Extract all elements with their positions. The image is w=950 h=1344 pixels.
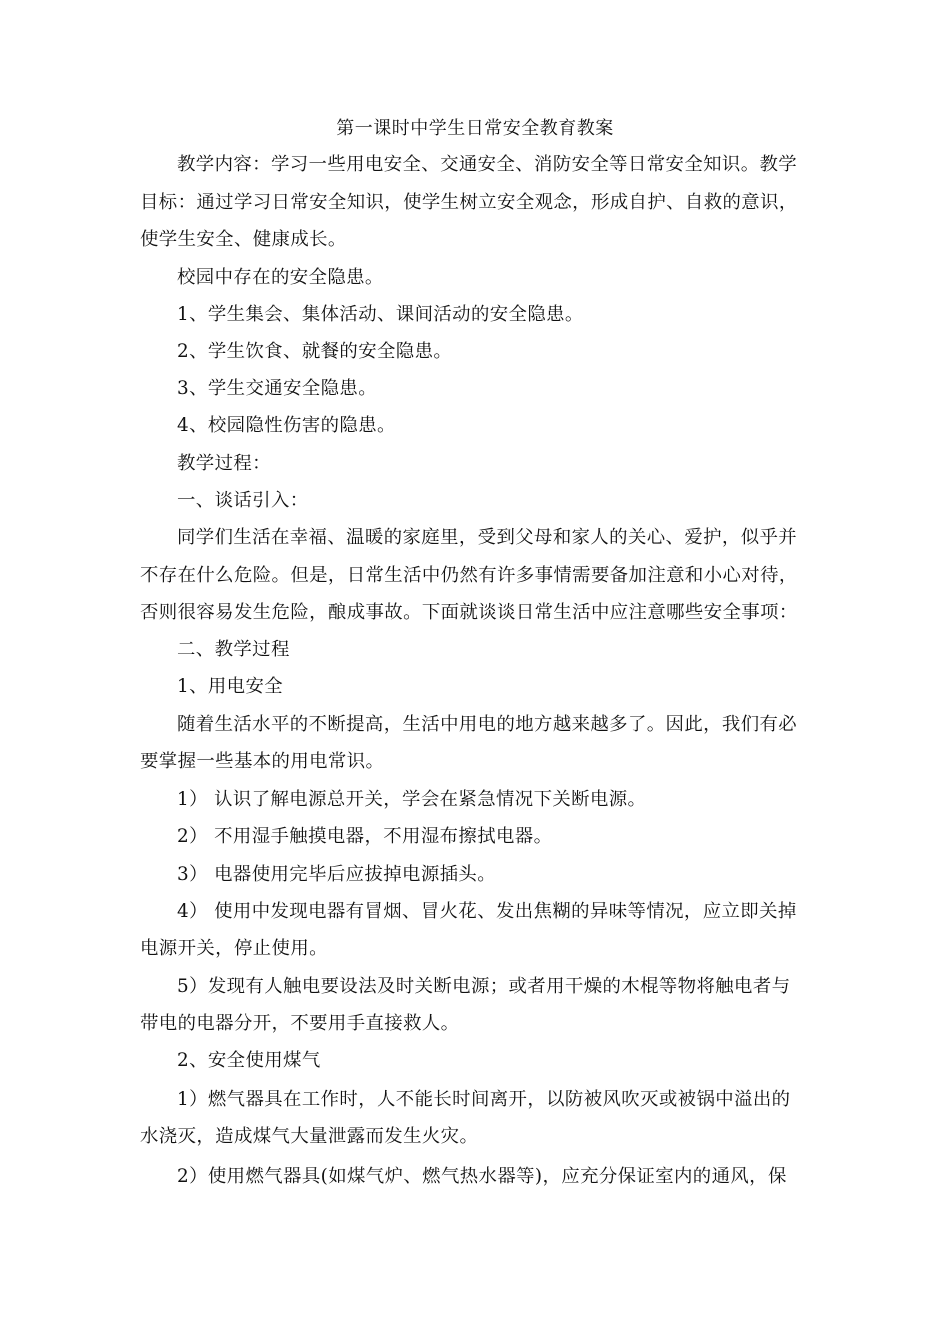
list-item: 2） 不用湿手触摸电器，不用湿布擦拭电器。 bbox=[177, 826, 553, 847]
paragraph-line: 使学生安全、健康成长。 bbox=[140, 229, 347, 250]
paragraph-line: 要掌握一些基本的用电常识。 bbox=[140, 751, 385, 772]
paragraph-line: 目标：通过学习日常安全知识，使学生树立安全观念，形成自护、自救的意识， bbox=[140, 192, 798, 213]
section-heading: 1、用电安全 bbox=[177, 676, 284, 697]
list-item: 2）使用燃气器具(如煤气炉、燃气热水器等)，应充分保证室内的通风，保 bbox=[177, 1166, 787, 1187]
list-item: 1）燃气器具在工作时，人不能长时间离开，以防被风吹灭或被锅中溢出的 bbox=[177, 1089, 791, 1110]
list-item: 1、学生集会、集体活动、课间活动的安全隐患。 bbox=[177, 304, 584, 325]
list-item: 4、校园隐性伤害的隐患。 bbox=[177, 415, 396, 436]
paragraph-line: 否则很容易发生危险，酿成事故。下面就谈谈日常生活中应注意哪些安全事项： bbox=[140, 602, 798, 623]
paragraph-line: 不存在什么危险。但是，日常生活中仍然有许多事情需要备加注意和小心对待， bbox=[140, 565, 798, 586]
list-item: 1） 认识了解电源总开关，学会在紧急情况下关断电源。 bbox=[177, 789, 647, 810]
section-heading: 教学过程： bbox=[177, 453, 271, 474]
list-item: 带电的电器分开，不要用手直接救人。 bbox=[140, 1013, 460, 1034]
paragraph-line: 校园中存在的安全隐患。 bbox=[177, 267, 384, 288]
list-item: 5）发现有人触电要设法及时关断电源；或者用干燥的木棍等物将触电者与 bbox=[177, 976, 791, 997]
section-heading: 二、教学过程 bbox=[177, 639, 290, 660]
paragraph-line: 随着生活水平的不断提高，生活中用电的地方越来越多了。因此，我们有必 bbox=[177, 714, 798, 735]
section-heading: 2、安全使用煤气 bbox=[177, 1050, 321, 1071]
paragraph-line: 同学们生活在幸福、温暖的家庭里，受到父母和家人的关心、爱护，似乎并 bbox=[177, 527, 798, 548]
document-title: 第一课时中学生日常安全教育教案 bbox=[336, 118, 614, 139]
list-item: 2、学生饮食、就餐的安全隐患。 bbox=[177, 341, 453, 362]
section-heading: 一、谈话引入： bbox=[177, 490, 309, 511]
list-item: 3、学生交通安全隐患。 bbox=[177, 378, 378, 399]
list-item: 电源开关，停止使用。 bbox=[140, 938, 328, 959]
paragraph-line: 教学内容：学习一些用电安全、交通安全、消防安全等日常安全知识。教学 bbox=[177, 154, 798, 175]
list-item: 水浇灭，造成煤气大量泄露而发生火灾。 bbox=[140, 1126, 479, 1147]
list-item: 3） 电器使用完毕后应拔掉电源插头。 bbox=[177, 864, 496, 885]
list-item: 4） 使用中发现电器有冒烟、冒火花、发出焦糊的异味等情况，应立即关掉 bbox=[177, 901, 797, 922]
